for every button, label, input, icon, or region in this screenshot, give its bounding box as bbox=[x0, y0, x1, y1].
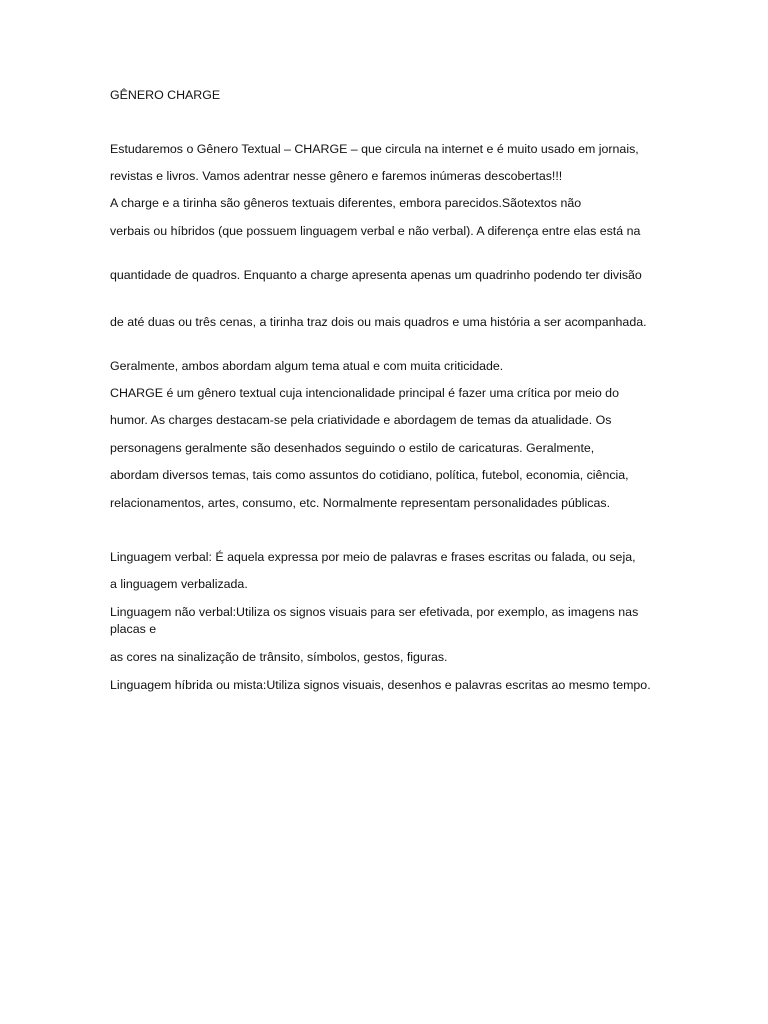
paragraph-line: a linguagem verbalizada. bbox=[110, 577, 248, 591]
paragraph-line: Linguagem híbrida ou mista:Utiliza signos visuais, desenhos e palavras escritas ao mesmo tempo. bbox=[110, 678, 651, 692]
paragraph-line: personagens geralmente são desenhados seguindo o estilo de caricaturas. Geralmente, bbox=[110, 441, 595, 455]
paragraph-line: de até duas ou três cenas, a tirinha traz dois ou mais quadros e uma história a ser acompanhada. bbox=[110, 315, 647, 329]
paragraph-line: revistas e livros. Vamos adentrar nesse gênero e faremos inúmeras descobertas!!! bbox=[110, 169, 563, 183]
paragraph-line: quantidade de quadros. Enquanto a charge apresenta apenas um quadrinho podendo ter divisão bbox=[110, 268, 642, 282]
paragraph-line: Linguagem verbal: É aquela expressa por meio de palavras e frases escritas ou falada, ou seja, bbox=[110, 550, 636, 564]
paragraph-line: A charge e a tirinha são gêneros textuais diferentes, embora parecidos.Sãotextos não bbox=[110, 196, 582, 210]
paragraph-line: verbais ou híbridos (que possuem linguagem verbal e não verbal). A diferença entre elas está na bbox=[110, 224, 641, 238]
paragraph-line: Estudaremos o Gênero Textual – CHARGE – que circula na internet e é muito usado em jornais, bbox=[110, 142, 639, 156]
paragraph-line: relacionamentos, artes, consumo, etc. Normalmente representam personalidades públicas. bbox=[110, 496, 611, 510]
paragraph-line: CHARGE é um gênero textual cuja intencionalidade principal é fazer uma crítica por meio do bbox=[110, 386, 619, 400]
paragraph-line: humor. As charges destacam-se pela criatividade e abordagem de temas da atualidade. Os bbox=[110, 413, 612, 427]
paragraph-line: abordam diversos temas, tais como assuntos do cotidiano, política, futebol, economia, ciência, bbox=[110, 468, 629, 482]
paragraph-line: Linguagem não verbal:Utiliza os signos visuais para ser efetivada, por exemplo, as imagens nas placas e bbox=[110, 605, 639, 636]
paragraph-line: Geralmente, ambos abordam algum tema atual e com muita criticidade. bbox=[110, 359, 504, 373]
paragraph-line: as cores na sinalização de trânsito, símbolos, gestos, figuras. bbox=[110, 650, 448, 664]
document-title: GÊNERO CHARGE bbox=[110, 88, 221, 102]
